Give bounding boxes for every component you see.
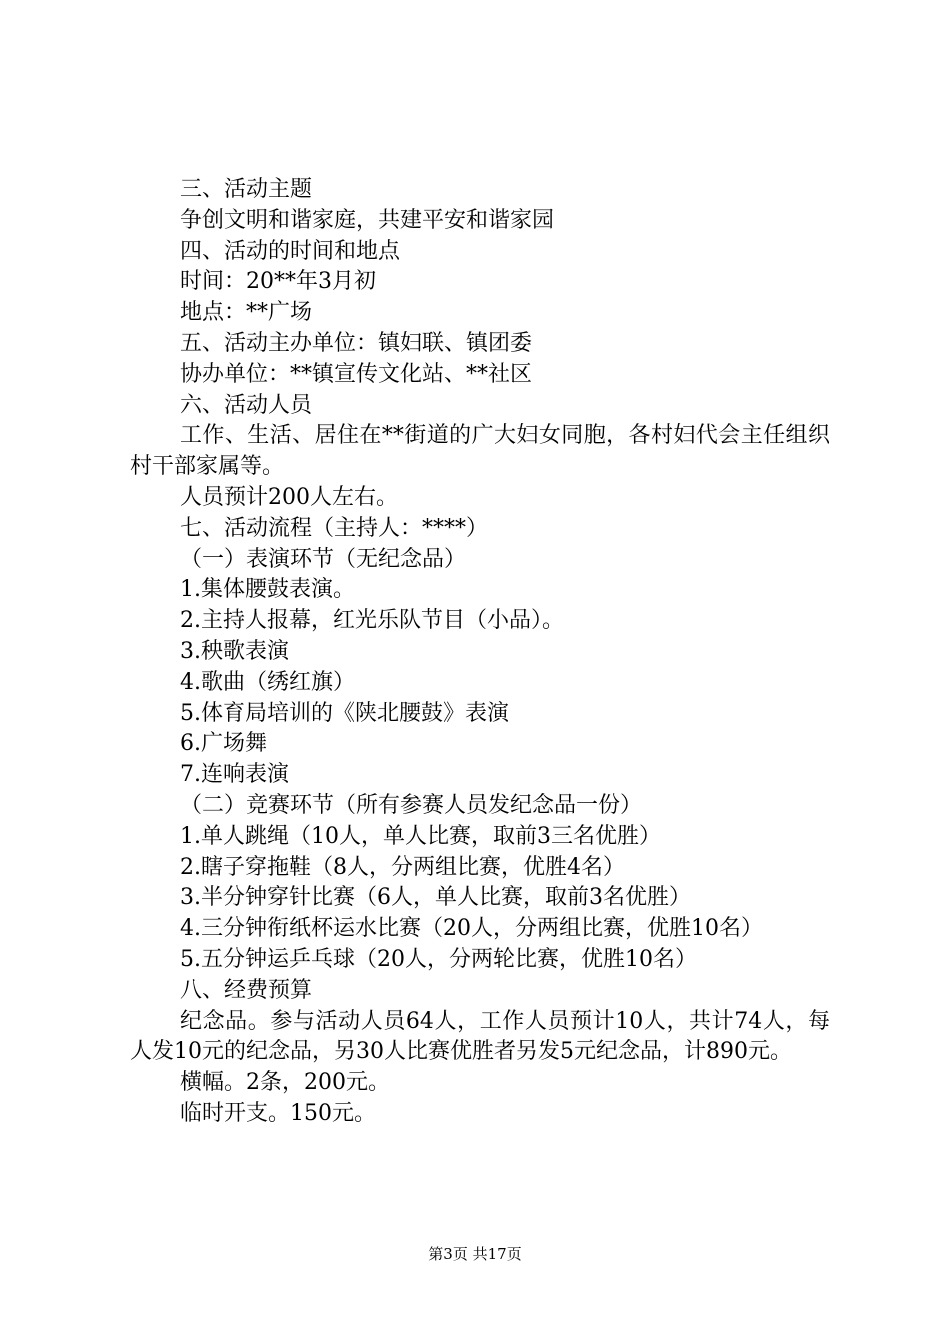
time-text: 时间：20**年3月初 <box>180 269 376 295</box>
list-item: 4.三分钟衔纸杯运水比赛（20人，分两组比赛，优胜10名） <box>180 916 763 942</box>
budget-misc: 临时开支。150元。 <box>180 1100 376 1126</box>
co-organizer-text: 协办单位：**镇宣传文化站、**社区 <box>180 361 533 387</box>
list-item: 2.瞎子穿拖鞋（8人，分两组比赛，优胜4名） <box>180 854 625 880</box>
section-heading-time-place: 四、活动的时间和地点 <box>180 238 401 264</box>
list-item: 7.连响表演 <box>180 762 289 788</box>
list-item: 5.五分钟运乒乓球（20人，分两轮比赛，优胜10名） <box>180 946 697 972</box>
list-item: 5.体育局培训的《陕北腰鼓》表演 <box>180 700 509 726</box>
subheading-competition: （二）竞赛环节（所有参赛人员发纪念品一份） <box>180 792 643 818</box>
staff-estimate: 人员预计200人左右。 <box>180 484 398 510</box>
place-text: 地点：**广场 <box>180 300 313 326</box>
list-item: 1.单人跳绳（10人，单人比赛，取前3三名优胜） <box>180 823 661 849</box>
document-body <box>130 175 830 1130</box>
list-item: 6.广场舞 <box>180 731 267 757</box>
list-item: 1.集体腰鼓表演。 <box>180 577 355 603</box>
section-heading-organizer: 五、活动主办单位：镇妇联、镇团委 <box>180 330 533 356</box>
budget-banner: 横幅。2条，200元。 <box>180 1070 390 1096</box>
section-heading-staff: 六、活动人员 <box>180 392 313 418</box>
page-number-footer: 第3页 共17页 <box>428 1245 522 1263</box>
section-heading-flow: 七、活动流程（主持人：****） <box>180 515 489 541</box>
list-item: 2.主持人报幕，红光乐队节目（小品）。 <box>180 608 564 634</box>
theme-text: 争创文明和谐家庭，共建平安和谐家园 <box>180 207 555 233</box>
subheading-performance: （一）表演环节（无纪念品） <box>180 546 467 572</box>
budget-paragraph: 纪念品。参与活动人员64人，工作人员预计10人，共计74人，每人发10元的纪念品，另30人比赛优胜者另发5元纪念品，计890元。 <box>130 1008 830 1065</box>
list-item: 3.秧歌表演 <box>180 638 289 664</box>
staff-paragraph: 工作、生活、居住在**街道的广大妇女同胞，各村妇代会主任组织村干部家属等。 <box>130 423 830 480</box>
list-item: 4.歌曲（绣红旗） <box>180 669 355 695</box>
list-item: 3.半分钟穿针比赛（6人，单人比赛，取前3名优胜） <box>180 885 691 911</box>
section-heading-budget: 八、经费预算 <box>180 977 313 1003</box>
section-heading-theme: 三、活动主题 <box>180 177 313 202</box>
